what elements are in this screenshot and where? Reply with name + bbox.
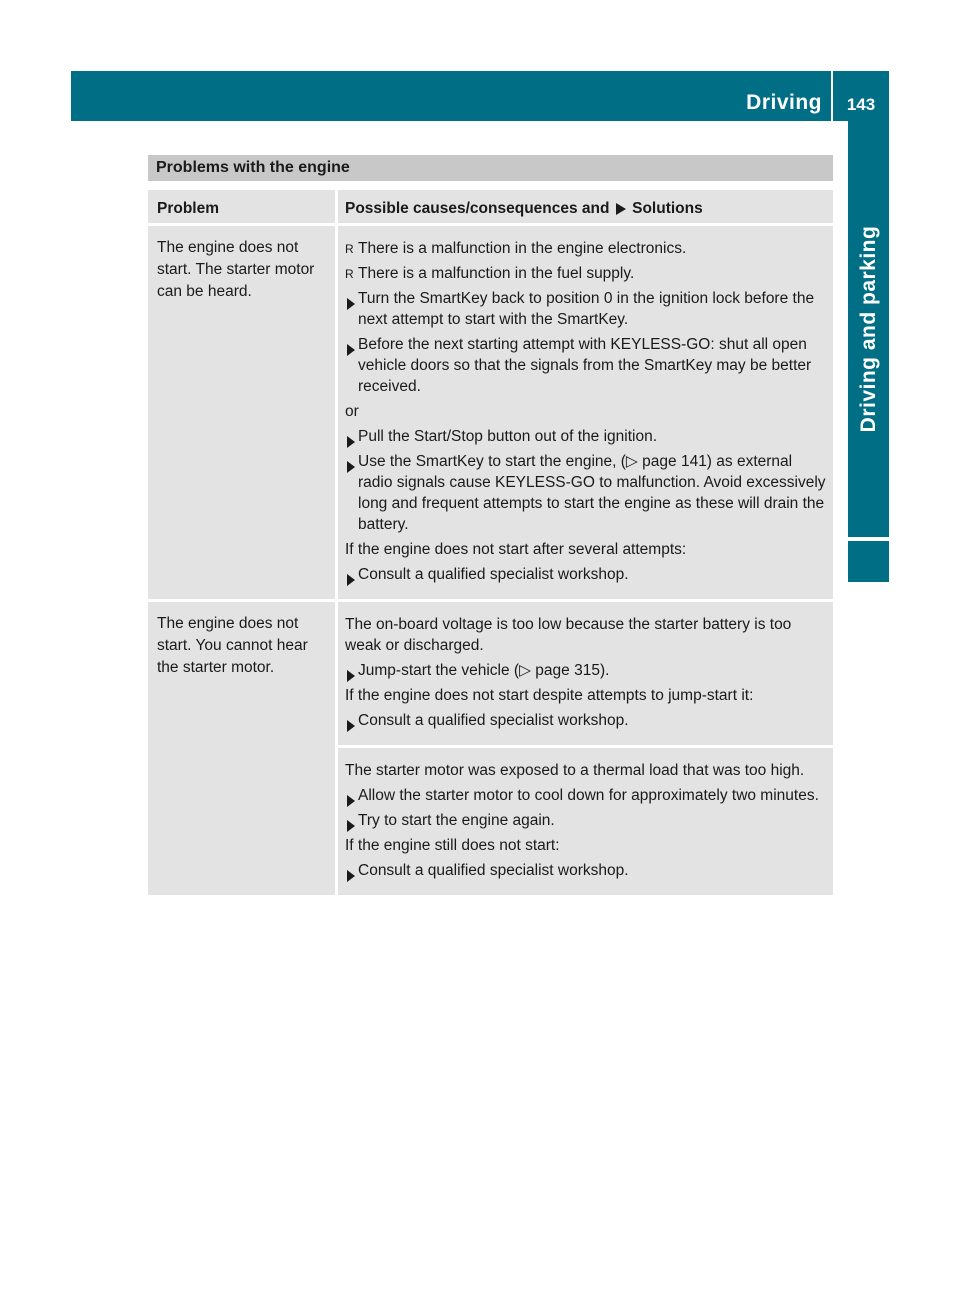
list-item: R There is a malfunction in the engine electronics. <box>345 238 829 259</box>
arrow-right-icon <box>616 203 626 215</box>
bullet-icon: R <box>345 242 354 256</box>
action-step: Pull the Start/Stop button out of the ignition. <box>345 426 829 447</box>
arrow-right-icon <box>345 292 357 313</box>
problems-table <box>148 155 833 895</box>
list-item: R There is a malfunction in the fuel supply. <box>345 263 829 284</box>
table-header-row <box>148 190 833 223</box>
action-step: Allow the starter motor to cool down for approximately two minutes. <box>345 785 829 806</box>
note-text: If the engine does not start after several attempts: <box>345 541 687 558</box>
chapter-title: Driving <box>746 91 822 114</box>
problem-cell: The engine does not start. You cannot hear the starter motor. <box>148 602 335 895</box>
header-solutions-label: Solutions <box>632 200 703 217</box>
page-header <box>71 71 889 121</box>
side-tab <box>848 121 889 537</box>
arrow-right-icon <box>345 714 357 735</box>
bullet-icon: R <box>345 267 354 281</box>
arrow-right-icon <box>345 338 357 359</box>
arrow-right-icon <box>345 430 357 451</box>
arrow-right-icon <box>345 455 357 476</box>
action-step: Try to start the engine again. <box>345 810 829 831</box>
table-row <box>148 226 833 599</box>
solution-cell <box>338 602 833 745</box>
side-tab-block <box>848 541 889 582</box>
side-tab-label: Driving and parking <box>856 225 880 433</box>
note-text: If the engine still does not start: <box>345 837 560 854</box>
table-row <box>148 602 833 895</box>
header-causes-label: Possible causes/consequences and <box>345 200 610 217</box>
solution-cell <box>338 226 833 599</box>
action-step: Jump-start the vehicle (▷ page 315). <box>345 660 829 681</box>
solution-cell <box>338 748 833 895</box>
action-step: Consult a qualified specialist workshop. <box>345 564 829 585</box>
note-text: If the engine does not start despite attempts to jump-start it: <box>345 687 754 704</box>
page-number: 143 <box>846 95 876 114</box>
arrow-right-icon <box>345 664 357 685</box>
arrow-right-icon <box>345 814 357 835</box>
action-step: Use the SmartKey to start the engine, (▷ page 141) as external radio signals cause KEYLESS-GO to malfunction. Avoid excessively long and frequent attempts to start the engine as these will drain the battery. <box>345 451 829 535</box>
action-step: Before the next starting attempt with KEYLESS-GO: shut all open vehicle doors so that the signals from the SmartKey may be better received. <box>345 334 829 397</box>
action-step: Turn the SmartKey back to position 0 in the ignition lock before the next attempt to start with the SmartKey. <box>345 288 829 330</box>
action-step: Consult a qualified specialist workshop. <box>345 710 829 731</box>
header-problem: Problem <box>148 190 335 223</box>
arrow-right-icon <box>345 789 357 810</box>
cause-text: The starter motor was exposed to a thermal load that was too high. <box>345 762 805 779</box>
text-or: or <box>345 403 359 420</box>
header-solutions <box>338 190 833 223</box>
table-title: Problems with the engine <box>148 155 833 181</box>
action-step: Consult a qualified specialist workshop. <box>345 860 829 881</box>
arrow-right-icon <box>345 864 357 885</box>
cause-text: The on-board voltage is too low because the starter battery is too weak or discharged. <box>345 616 792 654</box>
arrow-right-icon <box>345 568 357 589</box>
problem-cell: The engine does not start. The starter motor can be heard. <box>148 226 335 599</box>
